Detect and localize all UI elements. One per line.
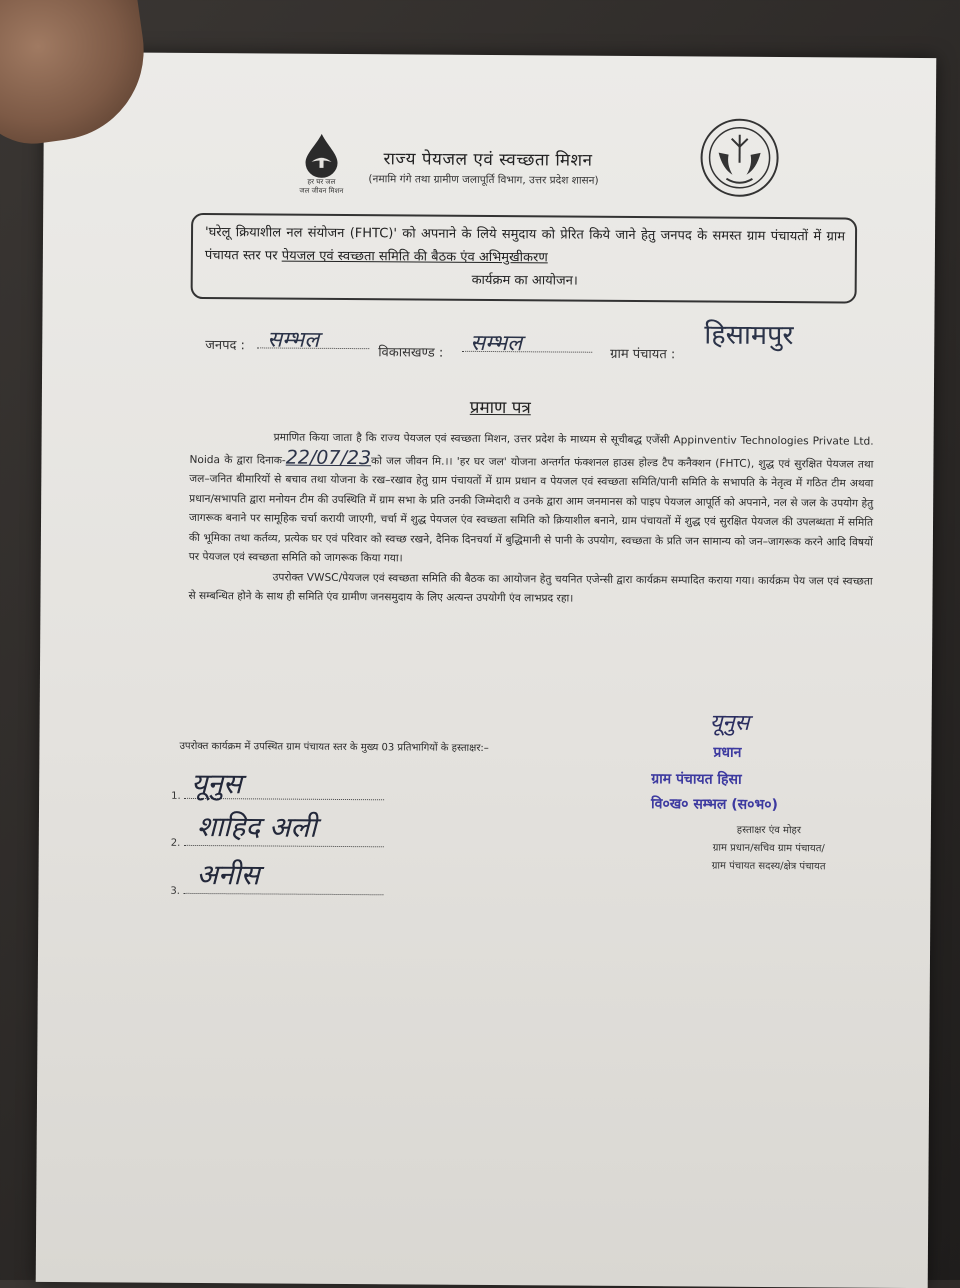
participant-number-2: 2. <box>170 837 181 849</box>
logo-caption-2: जल जीवन मिशन <box>299 186 344 195</box>
vikaskhand-line <box>462 327 592 357</box>
emblem-icon <box>698 116 781 199</box>
banner-line-1: 'घरेलू क्रियाशील नल संयोजन (FHTC)' को अपनाने के लिये समुदाय को प्रेरित किये जाने हेतु जनपद के <box>204 225 708 244</box>
gram-panchayat-line <box>704 315 844 350</box>
certificate-body <box>188 428 873 611</box>
certificate-paragraph-2: उपरोक्त VWSC/पेयजल एवं स्वच्छता समिति की बैठक का आयोजन हेतु चयनित एजेन्सी द्वारा कार्यक्रम सम्पादित कराया गया। कार्यक्रम पेय जल एवं स्वच्छता से सम्बन्धित होने के साथ ही समिति एंव ग्रामीण जनसमुदाय के लिए अत्यन्त उपयोगी एंव लाभप्रद रहा। <box>188 571 873 605</box>
caption-line-3: ग्राम पंचायत सदस्य/क्षेत्र पंचायत <box>711 860 826 873</box>
participants-intro: उपरोक्त कार्यक्रम में उपस्थित ग्राम पंचायत स्तर के मुख्य 03 प्रतिभागियों के हस्ताक्षर:– <box>179 740 489 755</box>
har-ghar-jal-logo <box>281 132 362 213</box>
gram-panchayat-value: हिसामपुर <box>704 319 794 352</box>
participant-number-1: 1. <box>171 790 181 802</box>
banner-line-2: समस्त ग्राम पंचायतों में ग्राम पंचायत स्तर पर <box>204 228 846 264</box>
janpad-line <box>257 323 369 353</box>
certificate-paragraph-1 <box>189 428 874 572</box>
mission-title: राज्य पेयजल एवं स्वच्छता मिशन <box>383 149 593 171</box>
gram-panchayat-label: ग्राम पंचायत : <box>610 346 676 363</box>
banner-line-3: कार्यक्रम का आयोजन। <box>471 272 578 289</box>
banner-line-2-underlined: पेयजल एवं स्वच्छता समिति की बैठक एंव अभिमुखीकरण <box>281 248 548 266</box>
participant-row-2 <box>170 809 384 850</box>
caption-line-1: हस्ताक्षर एंव मोहर <box>736 824 802 837</box>
vikaskhand-value: सम्भल <box>470 330 523 357</box>
participant-signature-1: यूनुस <box>191 766 243 801</box>
para1-part-b: को जल जीवन मि.।। 'हर घर जल' योजना अन्तर्गत फंक्शनल हाउस होल्ड टैप कनैक्शन (FHTC), शुद्ध एवं सुरक्षित पेयजल तथा जल–जनित बीमारियों से बचाव तथा योजना के रख–रखाव हेतु ग्राम पंचायतों में ग्राम प्रधान व पेयजल एवं स्वच्छता समिति/पानी समिति के सभापति के नेतृत्व में गठित टीम अथवा प्रधान/सभापति द्वारा मनोयन टीम की उपस्थिति में ग्राम सभा के प्रति उनकी जिम्मेदारी व उनके द्वारा आम जनमानस को पाइप पेयजल आपूर्ति को अपनाने, नल से जल के उपयोग हेतु जागरूक बनाने पर सामूहिक चर्चा करायी जाएगी, चर्चा में शुद्ध पेयजल एंव स्वच्छता समिति को क्रियाशील बनाने, ग्राम पंचायतों में शुद्ध एवं सुरक्षित पेयजल की उपलब्धता में समिति की भूमिका तथा कर्तव्य, प्रत्येक घर एवं परिवार को स्वच्छ रखने, दैनिक दिनचर्या में बुद्धिमानी से पानी के उपयोग, स्वच्छता के प्रति जन सामान्य को जन–जागरूक करने आदि विषयों पर पेयजल एवं स्वच्छता समिति को जागरूक किया गया। <box>188 454 874 565</box>
programme-date: 22/07/23 <box>285 446 372 469</box>
janpad-value: सम्भल <box>267 327 320 353</box>
vikaskhand-label: विकासखण्ड : <box>378 345 444 361</box>
signature-caption <box>669 821 869 876</box>
caption-line-2: ग्राम प्रधान/सचिव ग्राम पंचायत/ <box>712 842 825 855</box>
para1-part-a: प्रमाणित किया जाता है कि राज्य पेयजल एवं स्वच्छता मिशन, उत्तर प्रदेश के माध्यम से सूचीबद्ध एजेंसी Appinventiv Technologies Private Ltd. Noida के द्वारा दिनाक- <box>189 431 874 467</box>
programme-banner <box>191 213 858 304</box>
participant-signature-3: अनीस <box>196 857 260 892</box>
janpad-label: जनपद : <box>205 338 245 354</box>
participant-row-1 <box>171 766 384 803</box>
participant-signature-2: शाहिद अली <box>196 809 317 844</box>
participant-row-3 <box>170 857 383 898</box>
stamp-line-2: ग्राम पंचायत हिसा <box>651 771 742 788</box>
stamp-line-3: वि०ख० सम्भल (स०भ०) <box>651 796 778 814</box>
mission-subtitle: (नमामि गंगे तथा ग्रामीण जलापूर्ति विभाग, उत्तर प्रदेश शासन) <box>368 173 599 187</box>
stamp-line-1: प्रधान <box>713 744 742 761</box>
certificate-title: प्रमाण पत्र <box>469 397 531 419</box>
official-stamp <box>651 742 911 815</box>
logo-caption-1: हर घर जल <box>307 177 336 186</box>
pradhan-signature: यूनुस <box>709 710 750 736</box>
document-page <box>36 52 937 1288</box>
participant-number-3: 3. <box>170 885 181 897</box>
up-government-emblem <box>698 116 781 203</box>
water-drop-icon <box>301 132 341 178</box>
